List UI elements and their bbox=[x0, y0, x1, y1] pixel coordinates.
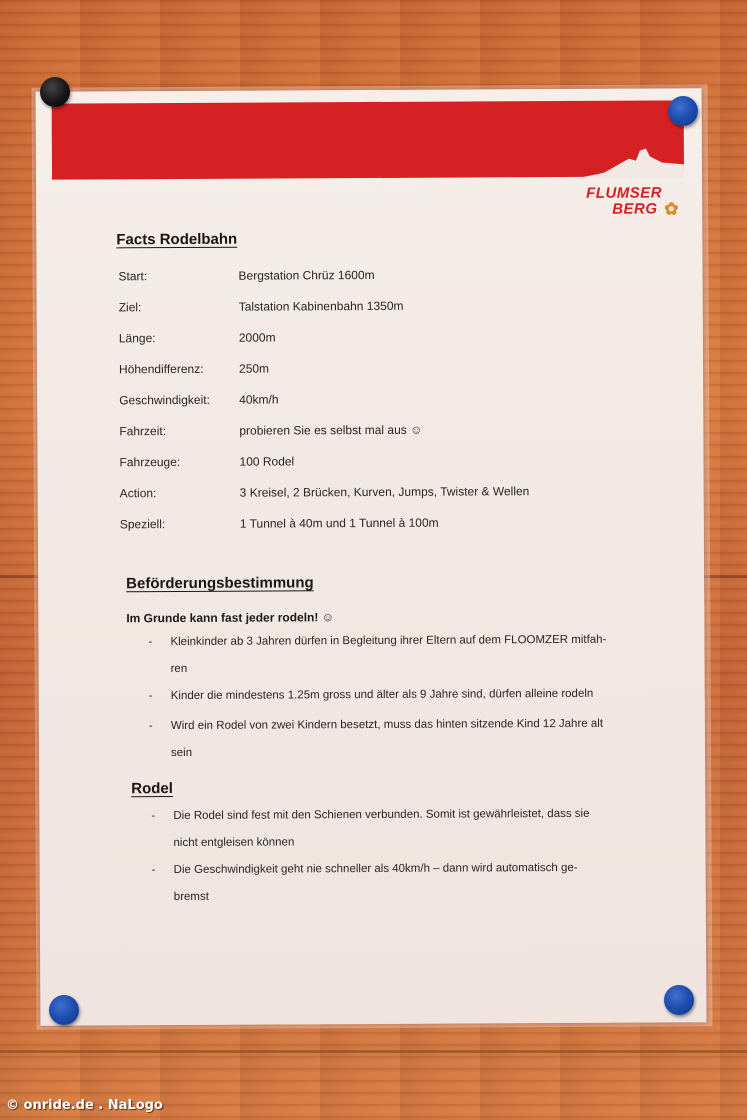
list-item bbox=[148, 627, 607, 683]
list-item bbox=[151, 855, 578, 911]
list-item-line: nicht entgleisen können bbox=[173, 836, 295, 850]
fact-value: 40km/h bbox=[239, 392, 279, 407]
fact-value: 1 Tunnel à 40m und 1 Tunnel à 100m bbox=[239, 515, 439, 531]
list-item-line: ren bbox=[170, 662, 188, 676]
list-item-line: Wird ein Rodel von zwei Kindern besetzt, muss das hinten sitzende Kind 12 Jahre alt bbox=[170, 717, 604, 733]
facts-heading: Facts Rodelbahn bbox=[116, 230, 238, 249]
fact-label: Action: bbox=[119, 486, 157, 501]
list-item bbox=[148, 711, 604, 767]
bullet-dash: - bbox=[148, 636, 153, 649]
blue-pin-icon bbox=[664, 985, 694, 1015]
rodel-heading: Rodel bbox=[131, 780, 173, 798]
sheet-content bbox=[36, 88, 707, 1025]
fact-label: Höhendifferenz: bbox=[118, 361, 204, 377]
list-item-line: sein bbox=[170, 746, 193, 760]
bullet-dash: - bbox=[148, 720, 153, 733]
fact-value: probieren Sie es selbst mal aus ☺ bbox=[239, 422, 423, 438]
list-item-line: Die Rodel sind fest mit den Schienen verbunden. Somit ist gewährleistet, dass sie bbox=[173, 807, 590, 823]
fact-label: Fahrzeuge: bbox=[119, 454, 181, 470]
befoerderung-heading: Beförderungsbestimmung bbox=[126, 574, 314, 593]
blue-pin-icon bbox=[49, 995, 79, 1025]
befoerderung-intro: Im Grunde kann fast jeder rodeln! ☺ bbox=[126, 610, 334, 626]
logo-line-2: BERG bbox=[612, 200, 658, 218]
bullet-dash: - bbox=[151, 864, 156, 877]
bullet-dash: - bbox=[148, 690, 153, 703]
fact-label: Geschwindigkeit: bbox=[119, 392, 210, 408]
fact-value: Bergstation Chrüz 1600m bbox=[238, 267, 375, 283]
fact-value: Talstation Kabinenbahn 1350m bbox=[238, 298, 404, 314]
blue-pin-icon bbox=[668, 96, 698, 126]
photo-credit: © onride.de . NaLogo bbox=[6, 1098, 163, 1113]
list-item bbox=[151, 801, 590, 857]
fact-label: Start: bbox=[118, 269, 148, 284]
fact-label: Ziel: bbox=[118, 300, 142, 315]
logo-line-1: FLUMSER bbox=[586, 184, 663, 202]
info-sheet bbox=[36, 88, 707, 1025]
list-item-line: Kleinkinder ab 3 Jahren dürfen in Begleitung ihrer Eltern auf dem FLOOMZER mitfah- bbox=[170, 633, 607, 649]
list-item-line: Die Geschwindigkeit geht nie schneller als 40km/h – dann wird automatisch ge- bbox=[173, 861, 578, 877]
list-item-line: bremst bbox=[173, 890, 209, 904]
fact-value: 2000m bbox=[238, 330, 276, 345]
fact-label: Fahrzeit: bbox=[119, 424, 167, 439]
fact-label: Länge: bbox=[118, 331, 156, 346]
fact-label: Speziell: bbox=[119, 517, 166, 532]
wood-seam bbox=[0, 1050, 747, 1053]
fact-value: 3 Kreisel, 2 Brücken, Kurven, Jumps, Twister & Wellen bbox=[239, 484, 530, 500]
list-item bbox=[148, 681, 594, 710]
bullet-dash: - bbox=[151, 810, 156, 823]
black-pin-icon bbox=[40, 77, 70, 107]
fact-value: 250m bbox=[238, 361, 270, 376]
list-item-line: Kinder die mindestens 1.25m gross und älter als 9 Jahre sind, dürfen alleine rodeln bbox=[170, 687, 594, 703]
fact-value: 100 Rodel bbox=[239, 454, 295, 469]
edelweiss-icon: ✿ bbox=[664, 199, 679, 219]
